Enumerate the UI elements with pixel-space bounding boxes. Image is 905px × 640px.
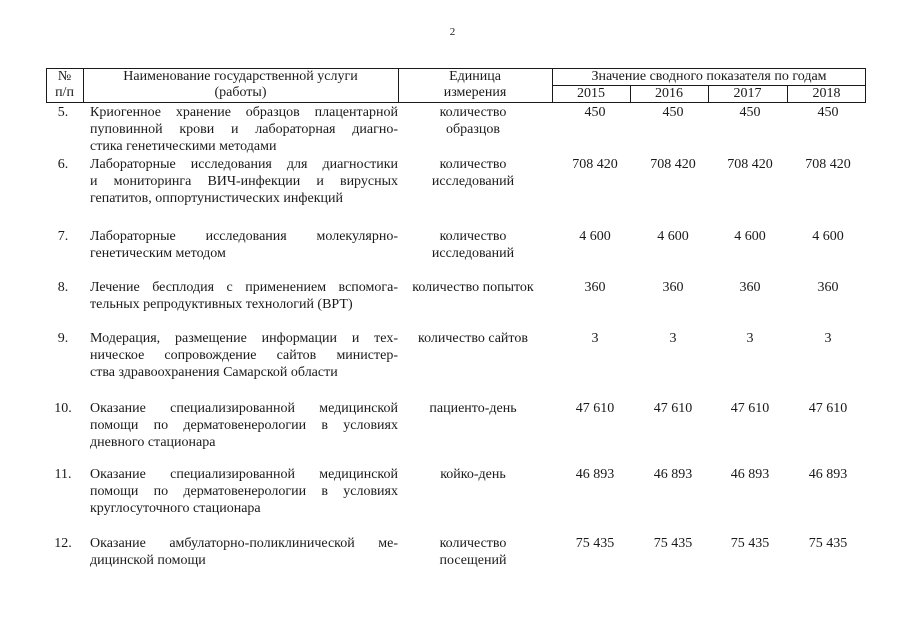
service-name-line: и мониторинга ВИЧ-инфекции и вирусных: [90, 174, 398, 189]
value-2018: 75 435: [808, 536, 848, 551]
service-name-line: ническое сопровождение сайтов министер-: [90, 348, 398, 363]
value-2015: 75 435: [575, 536, 615, 551]
value-2017: 75 435: [730, 536, 770, 551]
service-name-line: пуповинной крови и лабораторная диагно-: [90, 122, 398, 137]
service-name-line: дневного стационара: [90, 435, 216, 450]
service-name-line: Оказание специализированной медицинской: [90, 467, 398, 482]
value-2016: 46 893: [653, 467, 693, 482]
unit-of-measure: [398, 330, 548, 347]
service-name-line: Оказание амбулаторно-поликлинической ме-: [90, 536, 398, 551]
service-name: [90, 104, 398, 155]
unit-of-measure: [398, 156, 548, 190]
header-unit: [398, 69, 552, 101]
header-values-title: Значение сводного показателя по годам: [591, 69, 827, 84]
service-name-line: Лабораторные исследования для диагностики: [90, 157, 398, 172]
value-2015: 708 420: [572, 157, 618, 172]
value-2016: 47 610: [653, 401, 693, 416]
service-name: [90, 466, 398, 517]
service-name-line: генетическим методом: [90, 246, 226, 261]
value-2018: 4 600: [812, 229, 844, 244]
service-name-line: ства здравоохранения Самарской области: [90, 365, 338, 380]
header-unit-line1: Единица: [449, 69, 501, 84]
header-year-2015: 2015: [577, 86, 605, 101]
value-2018: 47 610: [808, 401, 848, 416]
value-2016: 3: [669, 331, 677, 346]
value-2016: 708 420: [650, 157, 696, 172]
unit-of-measure: [398, 104, 548, 138]
service-name-line: Лабораторные исследования молекулярно-: [90, 229, 398, 244]
value-2018: 46 893: [808, 467, 848, 482]
service-name-line: Оказание специализированной медицинской: [90, 401, 398, 416]
row-number: 12.: [54, 536, 72, 551]
unit-line: количество сайтов: [418, 331, 528, 346]
service-name: [90, 228, 398, 262]
value-2015: 47 610: [575, 401, 615, 416]
unit-line: посещений: [439, 553, 507, 568]
service-name: [90, 535, 398, 569]
value-2016: 75 435: [653, 536, 693, 551]
header-num-line1: №: [57, 69, 72, 84]
unit-line: количество: [439, 105, 507, 120]
unit-of-measure: [398, 535, 548, 569]
unit-line: исследований: [431, 174, 515, 189]
unit-of-measure: [398, 228, 548, 262]
unit-line: количество: [439, 229, 507, 244]
value-2017: 450: [739, 105, 761, 120]
service-name-line: гепатитов, оппортунистических инфекций: [90, 191, 343, 206]
page-number: 2: [449, 26, 456, 38]
header-year-2016: 2016: [655, 86, 683, 101]
header-name: [83, 69, 398, 101]
value-2015: 450: [584, 105, 606, 120]
service-name-line: помощи по дерматовенерологии в условиях: [90, 484, 398, 499]
header-year-2018: 2018: [812, 86, 841, 101]
header-year-2017: 2017: [733, 86, 762, 101]
value-2017: 708 420: [727, 157, 773, 172]
service-name-line: Лечение бесплодия с применением вспомога-: [90, 280, 398, 295]
row-number: 5.: [57, 105, 69, 120]
unit-line: количество попыток: [412, 280, 534, 295]
value-2017: 46 893: [730, 467, 770, 482]
service-name: [90, 156, 398, 207]
row-number: 8.: [57, 280, 69, 295]
service-name-line: дицинской помощи: [90, 553, 206, 568]
header-num-line2: п/п: [55, 85, 74, 100]
value-2017: 3: [746, 331, 754, 346]
service-name: [90, 330, 398, 381]
unit-of-measure: [398, 466, 548, 483]
value-2017: 47 610: [730, 401, 770, 416]
value-2015: 4 600: [579, 229, 611, 244]
row-number: 11.: [54, 467, 72, 482]
service-name-line: стика генетическими методами: [90, 139, 277, 154]
unit-line: койко-день: [440, 467, 506, 482]
unit-line: исследований: [431, 246, 515, 261]
value-2016: 360: [662, 280, 684, 295]
service-name-line: помощи по дерматовенерологии в условиях: [90, 418, 398, 433]
value-2016: 450: [662, 105, 684, 120]
row-number: 7.: [57, 229, 69, 244]
header-name-line2: (работы): [214, 85, 267, 100]
value-2016: 4 600: [657, 229, 689, 244]
row-number: 9.: [57, 331, 69, 346]
unit-of-measure: [398, 400, 548, 417]
service-name-line: тельных репродуктивных технологий (ВРТ): [90, 297, 353, 312]
value-2015: 46 893: [575, 467, 615, 482]
value-2018: 450: [817, 105, 839, 120]
service-name-line: Модерация, размещение информации и тех-: [90, 331, 398, 346]
value-2015: 3: [591, 331, 599, 346]
unit-line: количество: [439, 536, 507, 551]
header-num: [46, 69, 83, 101]
row-number: 6.: [57, 157, 69, 172]
row-number: 10.: [54, 401, 72, 416]
service-name: [90, 400, 398, 451]
unit-of-measure: [398, 279, 548, 296]
value-2017: 360: [739, 280, 761, 295]
service-name: [90, 279, 398, 313]
service-name-line: круглосуточного стационара: [90, 501, 261, 516]
unit-line: пациенто-день: [429, 401, 517, 416]
value-2015: 360: [584, 280, 606, 295]
value-2018: 360: [817, 280, 839, 295]
unit-line: количество: [439, 157, 507, 172]
value-2017: 4 600: [734, 229, 766, 244]
header-name-line1: Наименование государственной услуги: [123, 69, 358, 84]
service-name-line: Криогенное хранение образцов плацентарной: [90, 105, 398, 120]
header-unit-line2: измерения: [443, 85, 507, 100]
value-2018: 708 420: [805, 157, 851, 172]
header-bottom-border: [46, 102, 866, 103]
unit-line: образцов: [446, 122, 500, 137]
value-2018: 3: [824, 331, 832, 346]
table-header: [46, 68, 866, 103]
